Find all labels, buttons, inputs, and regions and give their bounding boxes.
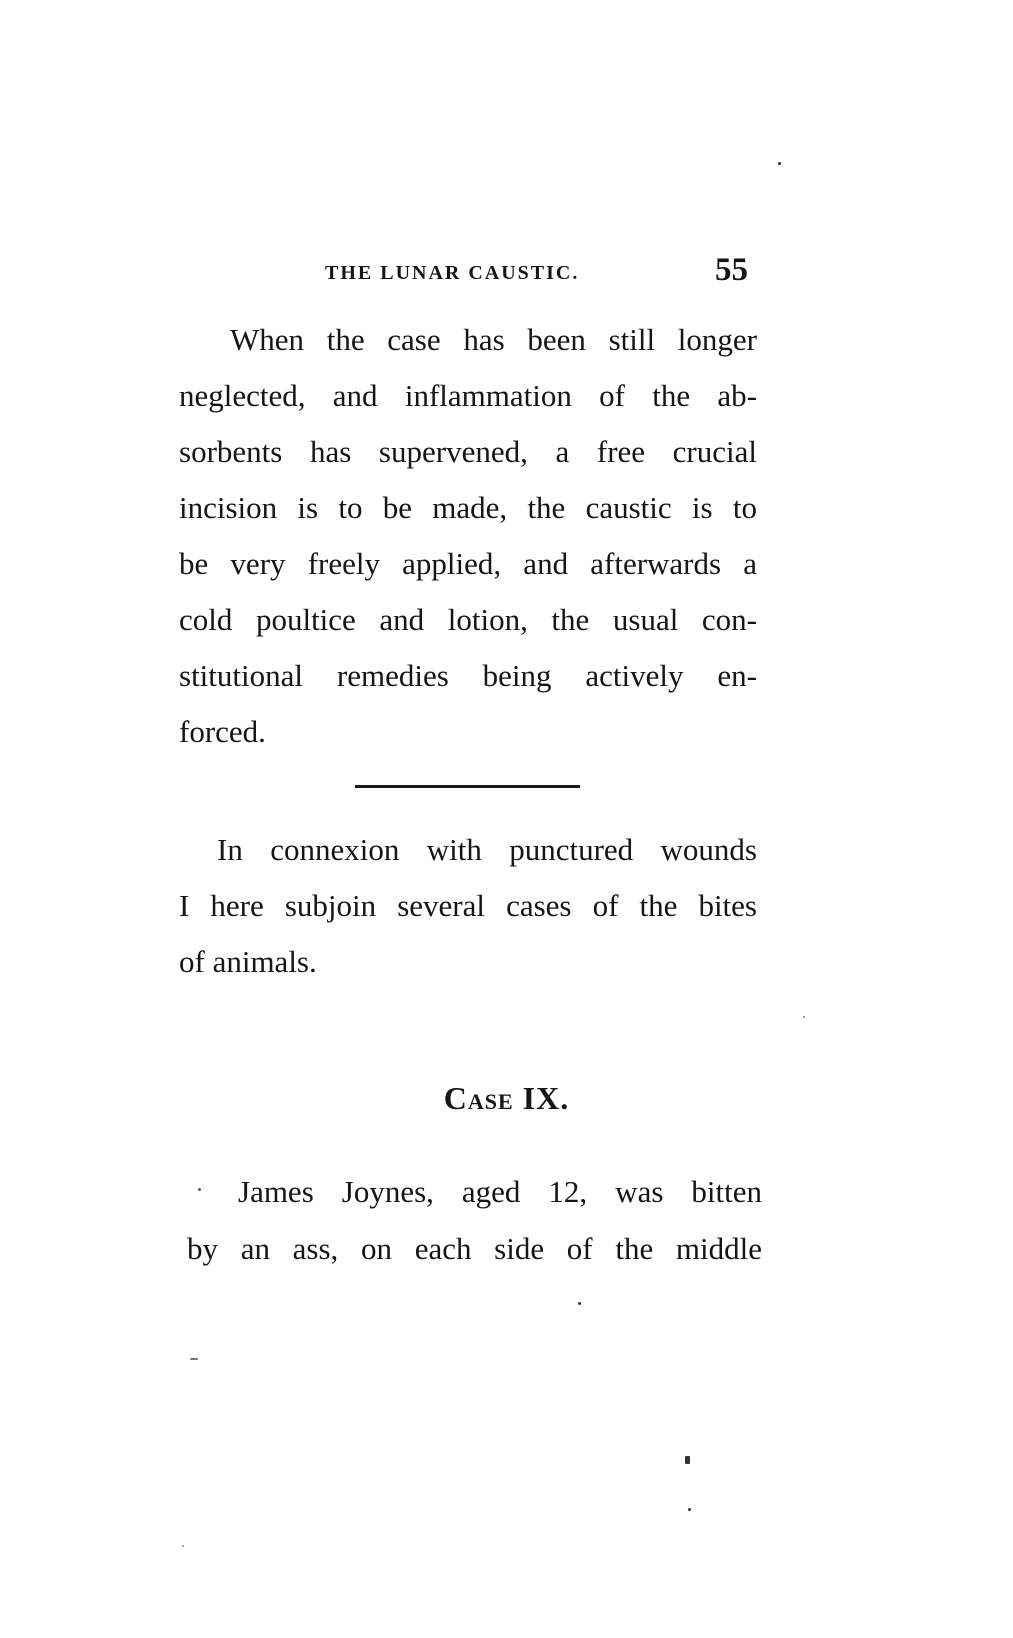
scan-speck — [685, 1456, 690, 1464]
section-divider — [355, 785, 580, 788]
paragraph-1-line: incision is to be made, the caustic is to — [179, 490, 757, 525]
paragraph-1-line: When the case has been still longer — [230, 322, 757, 357]
case-heading-word: Case — [443, 1080, 514, 1116]
scan-speck — [578, 1302, 581, 1305]
scan-speck — [688, 1508, 691, 1511]
scan-speck — [803, 1016, 805, 1018]
paragraph-1-line: be very freely applied, and afterwards a — [179, 546, 757, 581]
paragraph-1-line: stitutional remedies being actively en- — [179, 658, 757, 693]
scan-speck — [198, 1188, 201, 1191]
running-title: THE LUNAR CAUSTIC. — [325, 262, 580, 284]
case-text-line: James Joynes, aged 12, was bitten — [238, 1174, 762, 1209]
scan-speck — [778, 162, 781, 165]
paragraph-1-line: sorbents has supervened, a free crucial — [179, 434, 757, 469]
case-text-line: by an ass, on each side of the middle — [187, 1231, 762, 1266]
paragraph-1-line: cold poultice and lotion, the usual con- — [179, 602, 757, 637]
paragraph-1-line: forced. — [179, 714, 266, 749]
paragraph-2-line: of animals. — [179, 944, 317, 979]
scan-speck — [182, 1545, 184, 1547]
paragraph-2-line: I here subjoin several cases of the bites — [179, 888, 757, 923]
paragraph-2-line: In connexion with punctured wounds — [217, 832, 757, 867]
scan-speck — [190, 1358, 198, 1360]
case-heading-numeral: IX. — [522, 1080, 570, 1116]
page-number: 55 — [715, 252, 748, 288]
paragraph-1-line: neglected, and inflammation of the ab- — [179, 378, 757, 413]
case-heading — [0, 1080, 1013, 1117]
